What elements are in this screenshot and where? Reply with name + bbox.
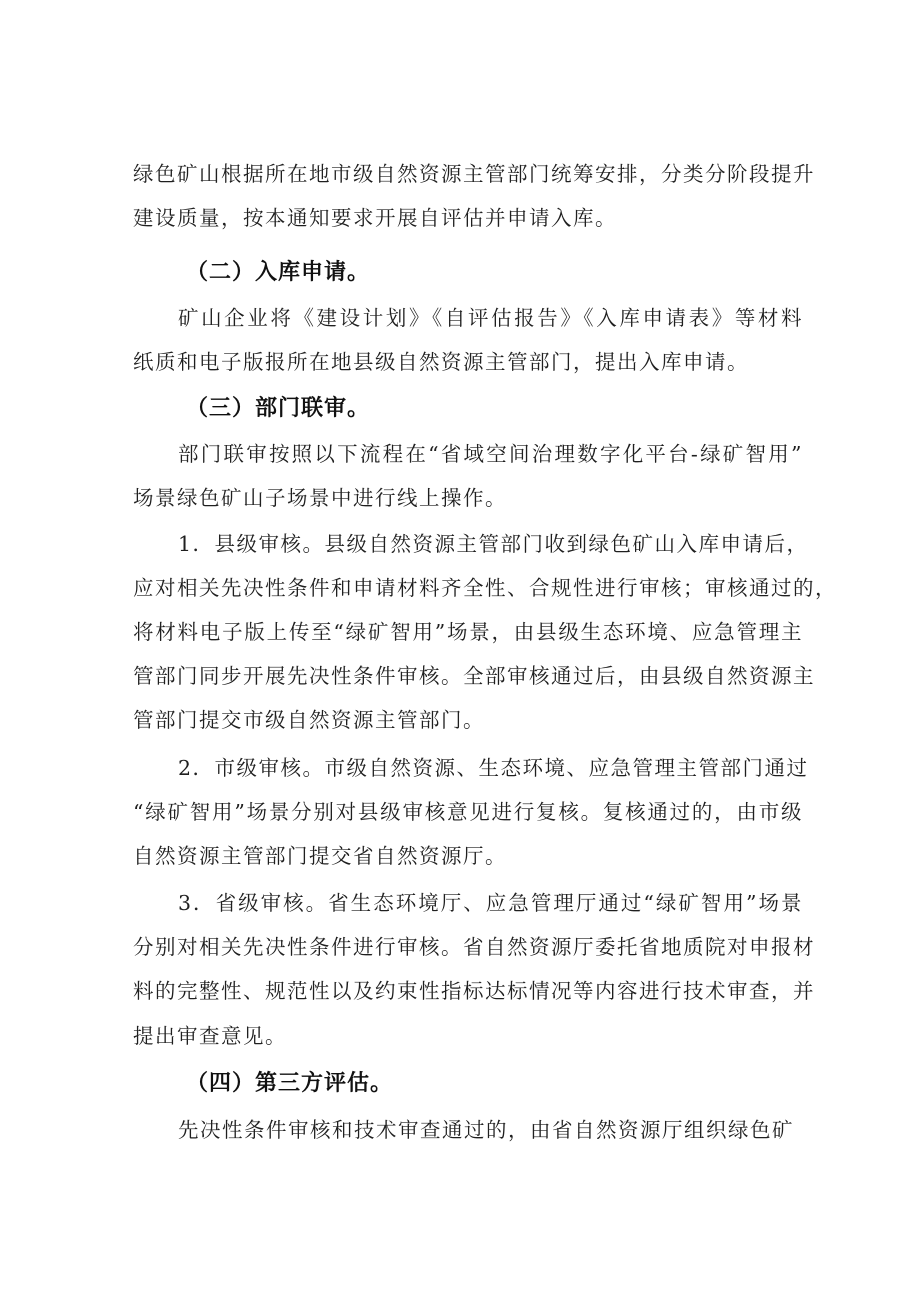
section-heading-application: （二）入库申请。 (186, 260, 371, 285)
paragraph-line: 管部门提交市级自然资源主管部门。 (133, 708, 485, 732)
paragraph-line: 先决性条件审核和技术审查通过的，由省自然资源厅组织绿色矿 (178, 1118, 794, 1142)
paragraph-line: 建设质量，按本通知要求开展自评估并申请入库。 (133, 206, 617, 230)
paragraph-line: 2．市级审核。市级自然资源、生态环境、应急管理主管部门通过 (178, 756, 809, 780)
paragraph-line: 部门联审按照以下流程在“省域空间治理数字化平台-绿矿智用” (178, 442, 803, 466)
paragraph-line: “绿矿智用”场景分别对县级审核意见进行复核。复核通过的，由市级 (133, 800, 803, 824)
paragraph-line: 将材料电子版上传至“绿矿智用”场景，由县级生态环境、应急管理主 (133, 620, 803, 644)
paragraph-line: 管部门同步开展先决性条件审核。全部审核通过后，由县级自然资源主 (133, 664, 815, 688)
paragraph-line: 纸质和电子版报所在地县级自然资源主管部门，提出入库申请。 (133, 350, 749, 374)
paragraph-line: 分别对相关先决性条件进行审核。省自然资源厅委托省地质院对申报材 (133, 935, 815, 959)
paragraph-line: 3．省级审核。省生态环境厅、应急管理厅通过“绿矿智用”场景 (178, 891, 803, 915)
section-heading-joint-review: （三）部门联审。 (186, 396, 371, 421)
paragraph-line: 1．县级审核。县级自然资源主管部门收到绿色矿山入库申请后， (178, 532, 809, 556)
paragraph-line: 应对相关先决性条件和申请材料齐全性、合规性进行审核；审核通过的， (133, 576, 837, 600)
paragraph-line: 矿山企业将《建设计划》《自评估报告》《入库申请表》等材料 (178, 306, 803, 330)
paragraph-line: 料的完整性、规范性以及约束性指标达标情况等内容进行技术审查，并 (133, 979, 815, 1003)
section-heading-third-party-evaluation: （四）第三方评估。 (186, 1071, 394, 1096)
paragraph-line: 绿色矿山根据所在地市级自然资源主管部门统筹安排，分类分阶段提升 (133, 162, 815, 186)
paragraph-line: 自然资源主管部门提交省自然资源厅。 (133, 844, 507, 868)
paragraph-line: 场景绿色矿山子场景中进行线上操作。 (133, 486, 507, 510)
paragraph-line: 提出审查意见。 (133, 1024, 287, 1048)
